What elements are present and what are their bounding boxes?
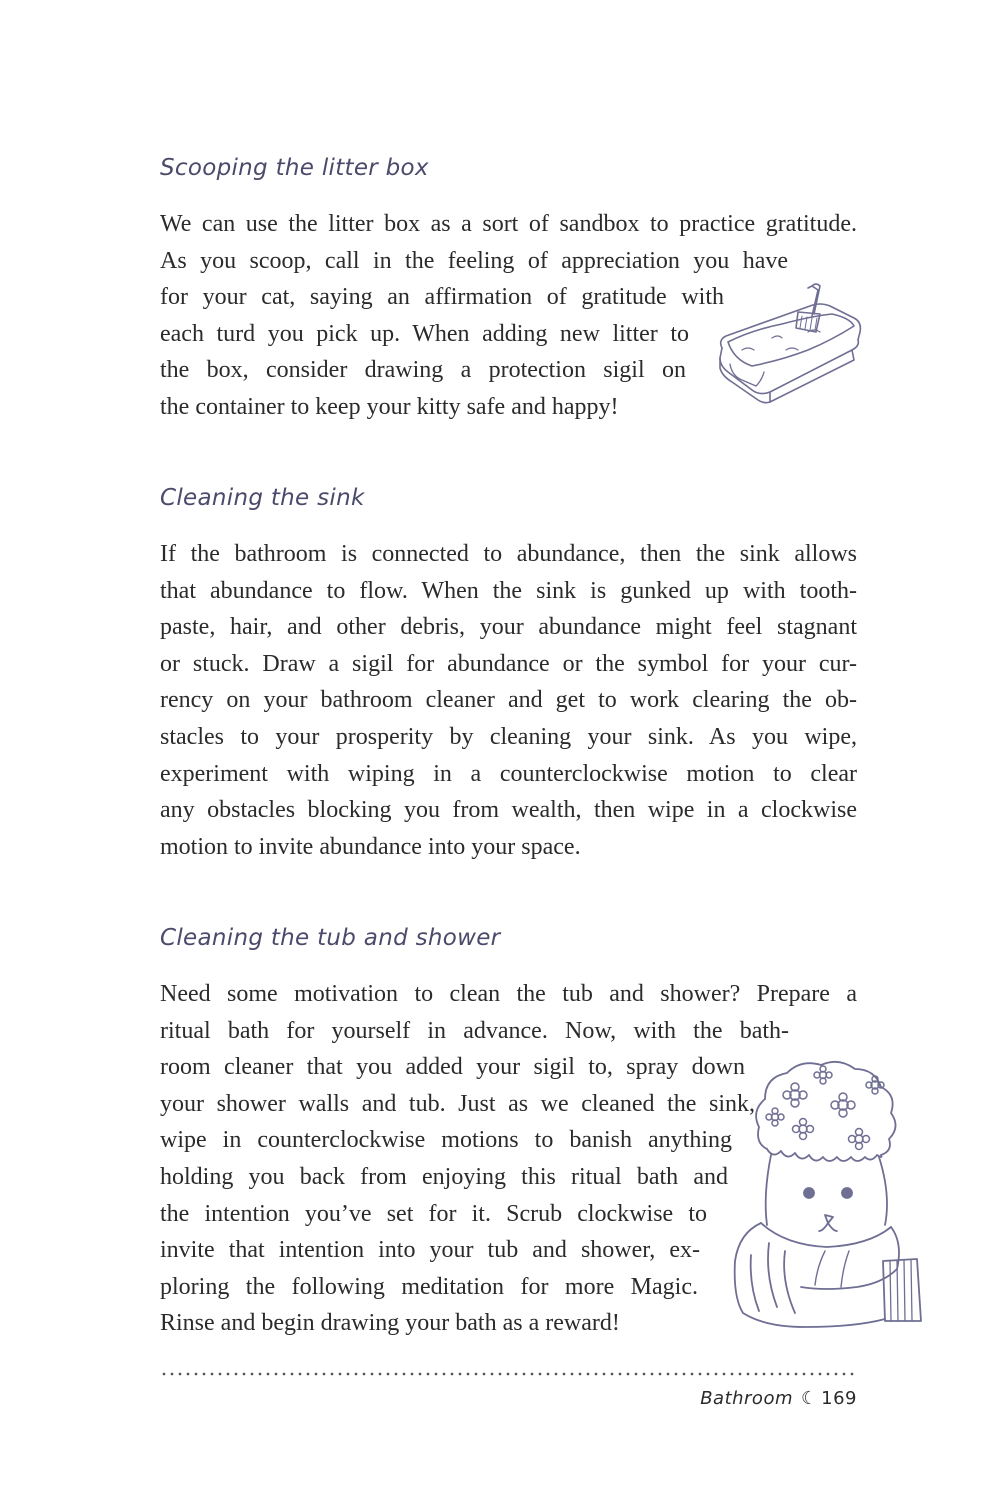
text-line: experiment with wiping in a counterclockwise motion to clear	[160, 760, 857, 787]
section-heading-tub-shower: Cleaning the tub and shower	[160, 925, 501, 951]
text-line: that abundance to flow. When the sink is gunked up with tooth-	[160, 577, 857, 604]
text-line: ploring the following meditation for more Magic.	[160, 1273, 698, 1300]
paragraph-sink	[160, 536, 857, 865]
text-line: for your cat, saying an affirmation of gratitude with	[160, 284, 724, 311]
section-heading-sink: Cleaning the sink	[160, 485, 365, 511]
text-line: rency on your bathroom cleaner and get to work clearing the ob-	[160, 687, 857, 714]
text-line: holding you back from enjoying this ritual bath and	[160, 1163, 728, 1190]
text-line: If the bathroom is connected to abundance, then the sink allows	[160, 541, 857, 567]
section-heading-litter-box: Scooping the litter box	[160, 155, 429, 181]
text-line: each turd you pick up. When adding new litter to	[160, 320, 689, 347]
text-line: any obstacles blocking you from wealth, then wipe in a clockwise	[160, 797, 857, 824]
text-line: paste, hair, and other debris, your abundance might feel stagnant	[160, 614, 857, 641]
page-footer	[700, 1388, 857, 1409]
text-line: stacles to your prosperity by cleaning your sink. As you wipe,	[160, 723, 857, 750]
cat-shower-cap-illustration	[725, 1055, 925, 1340]
text-line: room cleaner that you added your sigil to, spray down	[160, 1054, 745, 1081]
text-line: the box, consider drawing a protection sigil on	[160, 357, 686, 384]
text-line: Need some motivation to clean the tub and shower? Prepare a	[160, 981, 857, 1007]
text-line: invite that intention into your tub and shower, ex-	[160, 1237, 700, 1264]
text-line: As you scoop, call in the feeling of appreciation you have	[160, 247, 788, 274]
text-line: the intention you’ve set for it. Scrub clockwise to	[160, 1200, 707, 1227]
text-line: motion to invite abundance into your space.	[160, 833, 581, 860]
text-line: your shower walls and tub. Just as we cleaned the sink,	[160, 1090, 755, 1117]
footer-dotted-rule	[160, 1372, 857, 1376]
crescent-moon-icon: ☾	[801, 1388, 818, 1409]
text-line: or stuck. Draw a sigil for abundance or the symbol for your cur-	[160, 650, 857, 677]
page-number: 169	[821, 1388, 857, 1409]
footer-section-name: Bathroom	[700, 1388, 793, 1409]
text-line: wipe in counterclockwise motions to banish anything	[160, 1127, 732, 1154]
text-line: ritual bath for yourself in advance. Now, with the bath-	[160, 1017, 789, 1044]
text-line: the container to keep your kitty safe and happy!	[160, 393, 619, 420]
text-line: Rinse and begin drawing your bath as a reward!	[160, 1310, 620, 1337]
text-line: We can use the litter box as a sort of sandbox to practice gratitude.	[160, 211, 857, 237]
litter-box-illustration	[712, 280, 872, 410]
